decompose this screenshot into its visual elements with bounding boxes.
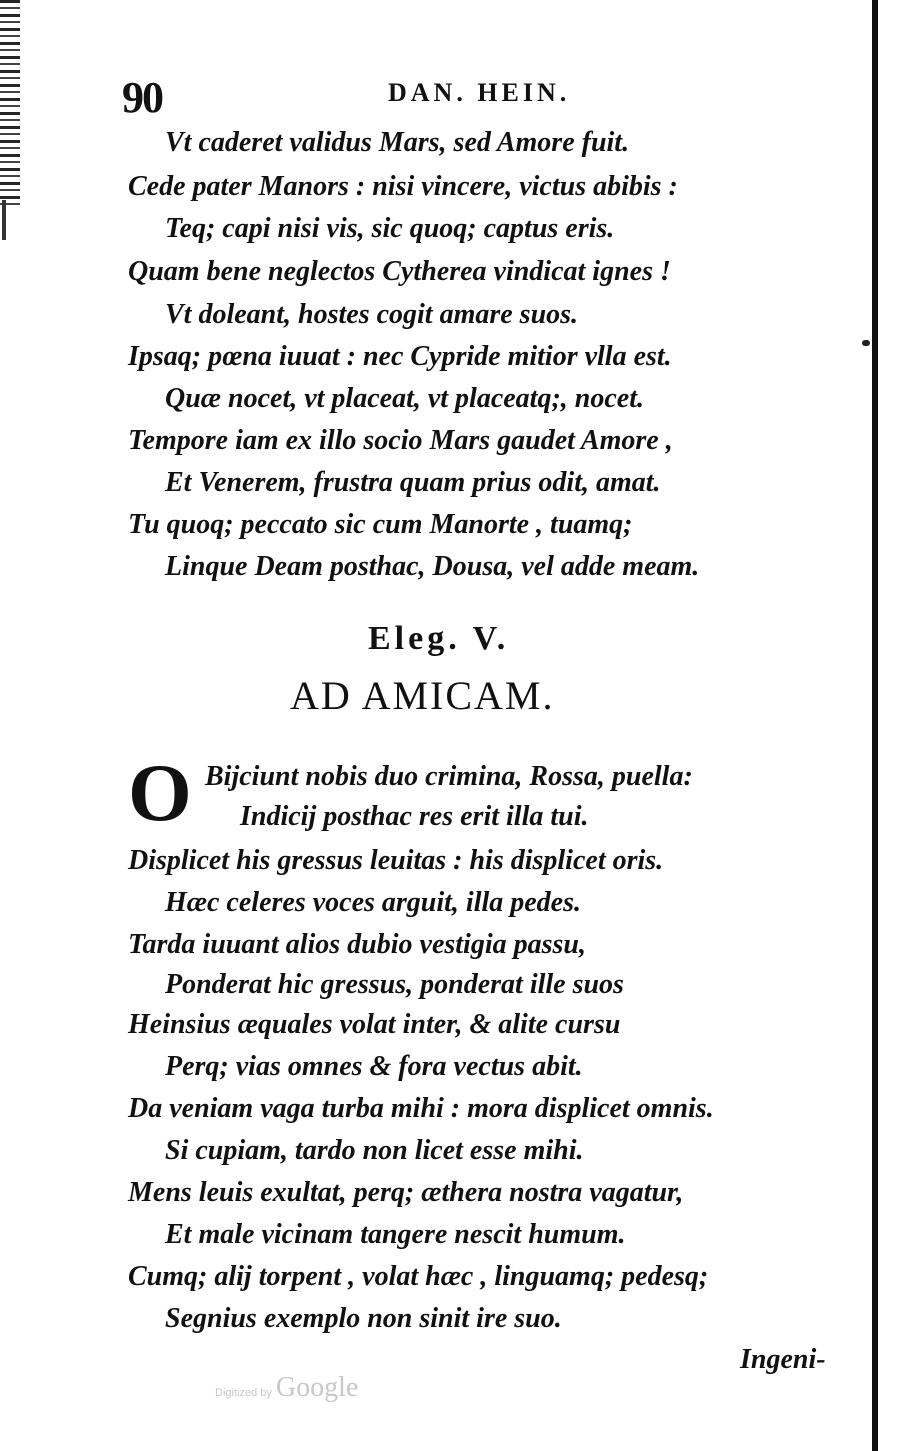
running-head: DAN. HEIN. (388, 78, 571, 107)
scanned-right-edge-mark (862, 340, 870, 346)
drop-cap: O (128, 747, 192, 838)
elegy-label: Eleg. V. (368, 620, 510, 657)
verse-line: Quæ nocet, vt placeat, vt placeatq;, nocet. (165, 383, 644, 414)
verse-line: Vt caderet validus Mars, sed Amore fuit. (165, 127, 630, 158)
verse-line: Et male vicinam tangere nescit humum. (165, 1219, 626, 1250)
verse-line: Vt doleant, hostes cogit amare suos. (165, 299, 579, 330)
verse-line: Cumq; alij torpent , volat hæc , linguamq; pedesq; (128, 1261, 709, 1292)
verse-line: Ponderat hic gressus, ponderat ille suos (165, 969, 624, 1000)
verse-line: Da veniam vaga turba mihi : mora displicet omnis. (128, 1093, 714, 1124)
verse-line: Quam bene neglectos Cytherea vindicat ignes ! (128, 256, 671, 287)
verse-line: Cede pater Manors : nisi vincere, victus abibis : (128, 171, 678, 202)
digitized-watermark (215, 1372, 358, 1404)
verse-line: Indicij posthac res erit illa tui. (240, 801, 589, 832)
verse-line: Ipsaq; pœna iuuat : nec Cypride mitior vlla est. (128, 341, 672, 372)
verse-line: Bijciunt nobis duo crimina, Rossa, puella: (205, 761, 693, 792)
scanned-left-edge-mark (2, 200, 6, 240)
scanned-right-edge (872, 0, 882, 1451)
elegy-title: AD AMICAM. (290, 673, 555, 718)
verse-line: Heinsius æquales volat inter, & alite cursu (128, 1009, 621, 1040)
verse-line: Tarda iuuant alios dubio vestigia passu, (128, 929, 586, 960)
watermark-brand: Google (275, 1372, 359, 1403)
verse-line: Tu quoq; peccato sic cum Manorte , tuamq; (128, 509, 633, 540)
verse-line: Si cupiam, tardo non licet esse mihi. (165, 1135, 584, 1166)
scanned-left-edge (0, 0, 20, 210)
page-number: 90 (122, 73, 162, 122)
verse-line: Segnius exemplo non sinit ire suo. (165, 1303, 562, 1334)
verse-line: Displicet his gressus leuitas : his displicet oris. (128, 845, 664, 876)
verse-line: Et Venerem, frustra quam prius odit, amat. (165, 467, 661, 498)
watermark-prefix: Digitized by (215, 1387, 272, 1399)
verse-line: Linque Deam posthac, Dousa, vel adde meam. (165, 551, 700, 582)
verse-line: Teq; capi nisi vis, sic quoq; captus eris. (165, 213, 615, 244)
verse-line: Mens leuis exultat, perq; æthera nostra vagatur, (128, 1177, 684, 1208)
verse-line: Perq; vias omnes & fora vectus abit. (165, 1051, 583, 1082)
verse-line: Hæc celeres voces arguit, illa pedes. (165, 887, 582, 918)
verse-line: Tempore iam ex illo socio Mars gaudet Amore , (128, 425, 673, 456)
catchword: Ingeni- (740, 1344, 826, 1375)
